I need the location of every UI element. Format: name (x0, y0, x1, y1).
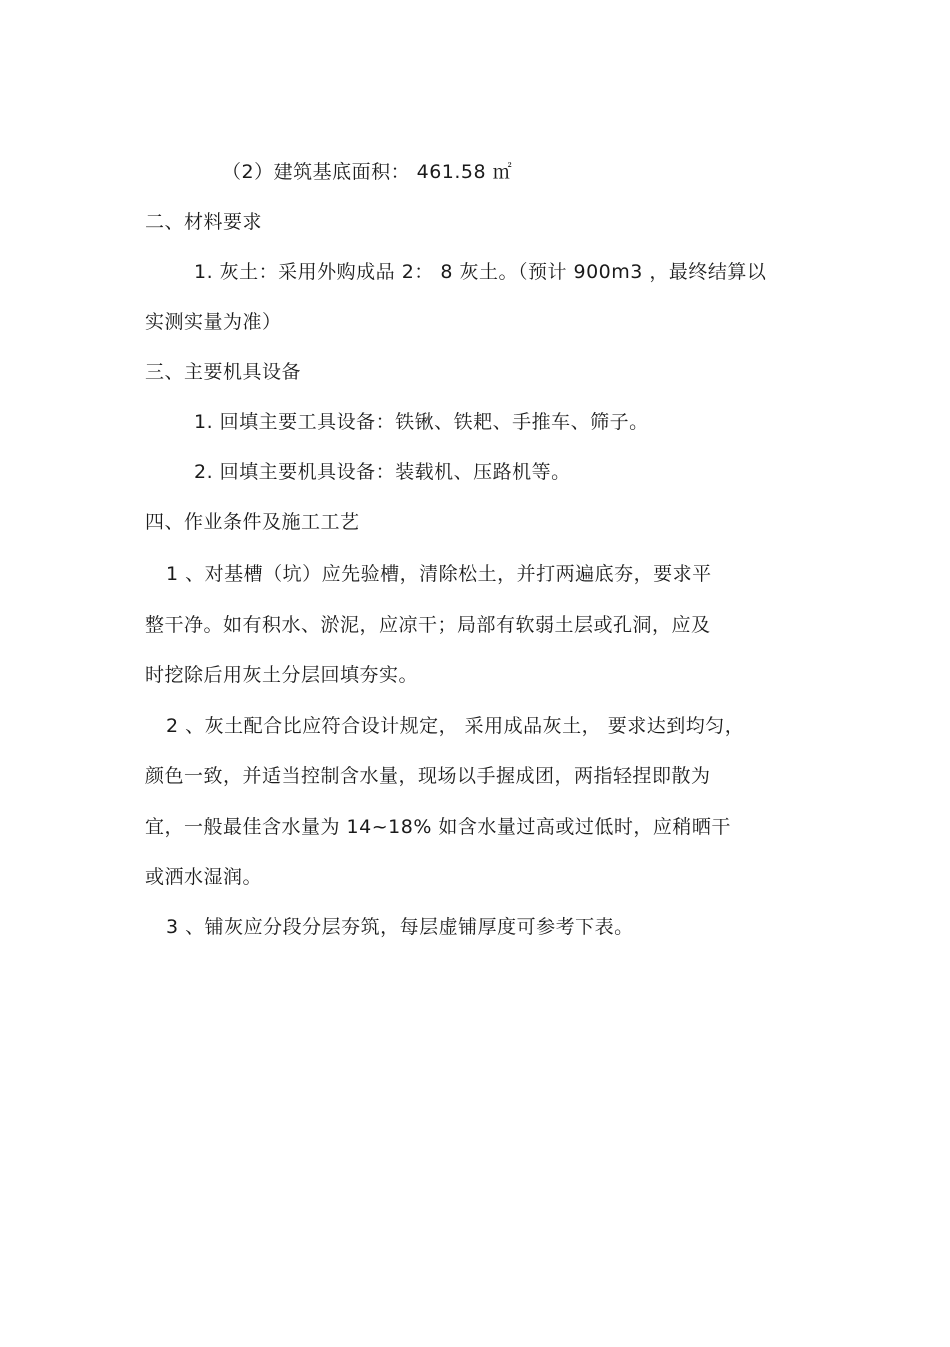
section-heading-conditions: 四、作业条件及施工工艺 (145, 511, 360, 533)
conditions-item-2-line-4: 或洒水湿润。 (145, 866, 263, 888)
conditions-item-1-line-2: 整干净。如有积水、淤泥，应凉干；局部有软弱土层或孔洞，应及 (145, 614, 711, 636)
section-heading-materials: 二、材料要求 (145, 211, 263, 233)
materials-item-1-continued: 实测实量为准） (145, 311, 282, 333)
conditions-item-2: 2 、灰土配合比应符合设计规定， 采用成品灰土， 要求达到均匀， (166, 715, 745, 737)
materials-item-1: 1. 灰土：采用外购成品 2： 8 灰土。（预计 900m3 ，最终结算以 (194, 261, 767, 283)
conditions-item-2-line-3: 宜，一般最佳含水量为 14~18% 如含水量过高或过低时，应稍晒干 (145, 816, 731, 838)
conditions-item-1: 1 、对基槽（坑）应先验槽，清除松土，并打两遍底夯，要求平 (166, 563, 712, 585)
section-heading-equipment: 三、主要机具设备 (145, 361, 302, 383)
equipment-item-2: 2. 回填主要机具设备：装载机、压路机等。 (194, 461, 571, 483)
conditions-item-1-line-3: 时挖除后用灰土分层回填夯实。 (145, 664, 419, 686)
conditions-item-2-line-2: 颜色一致，并适当控制含水量，现场以手握成团，两指轻捏即散为 (145, 765, 711, 787)
equipment-item-1: 1. 回填主要工具设备：铁锹、铁耙、手推车、筛子。 (194, 411, 649, 433)
base-area-line: （2）建筑基底面积： 461.58 ㎡ (222, 161, 513, 183)
conditions-item-3: 3 、铺灰应分段分层夯筑，每层虚铺厚度可参考下表。 (166, 916, 634, 938)
